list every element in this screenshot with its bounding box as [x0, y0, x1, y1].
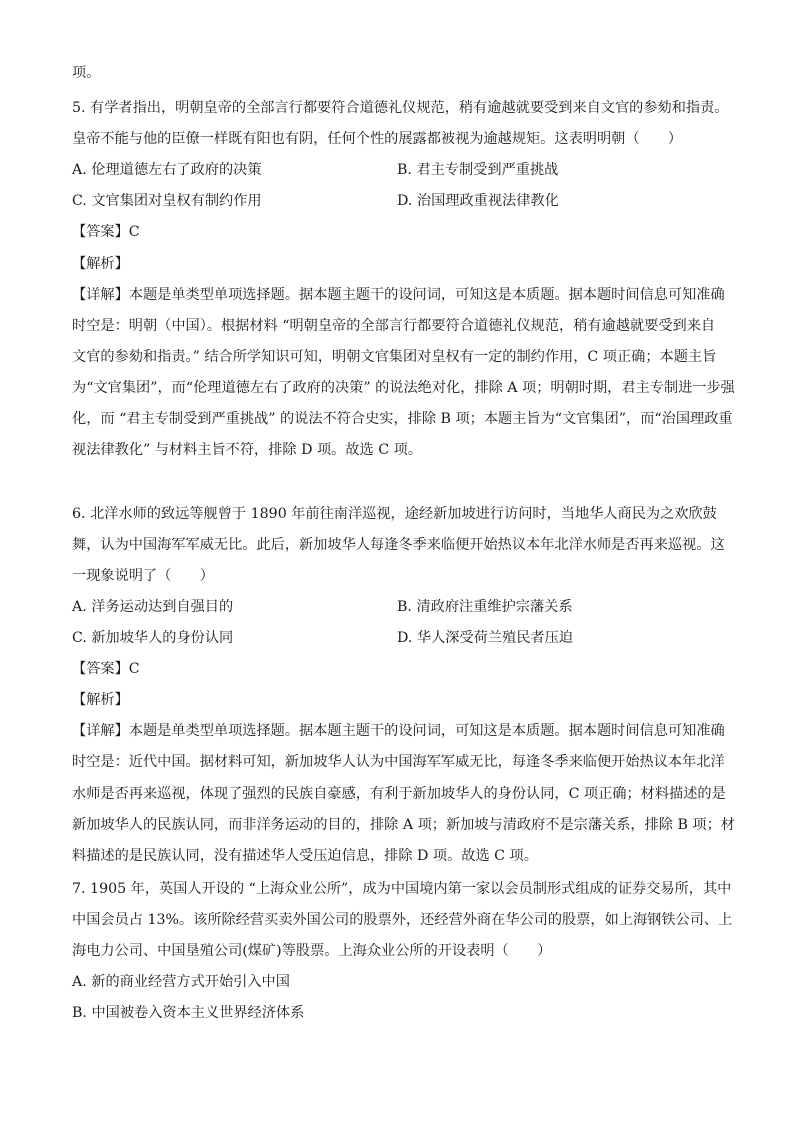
- q6-stem-line-2: 舞，认为中国海军军威无比。此后，新加坡华人每逢冬季来临便开始热议本年北洋水师是否再来巡视。这: [72, 537, 725, 553]
- q6-stem-line-3: 一现象说明了（ ）: [72, 568, 214, 584]
- q5-stem-line-1: 5. 有学者指出，明朝皇帝的全部言行都要符合道德礼仪规范，稍有逾越就要受到来自文官的参劾和指责。: [72, 100, 729, 116]
- q6-option-b: B. 清政府注重维护宗藩关系: [397, 599, 573, 615]
- q5-detail-line-6: 视法律教化” 与材料主旨不符，排除 D 项。故选 C 项。: [72, 442, 422, 458]
- q6-answer: 【答案】C: [72, 661, 140, 677]
- q5-option-c: C. 文官集团对皇权有制约作用: [72, 193, 262, 209]
- q7-option-b: B. 中国被卷入资本主义世界经济体系: [72, 1005, 305, 1021]
- q5-answer: 【答案】C: [72, 224, 140, 240]
- q7-stem-line-3: 海电力公司、中国垦殖公司(煤矿)等股票。上海众业公所的开设表明（ ）: [72, 943, 552, 959]
- q6-option-d: D. 华人深受荷兰殖民者压迫: [397, 630, 573, 646]
- q7-stem-line-1: 7. 1905 年，英国人开设的 “上海众业公所”，成为中国境内第一家以会员制形式组成的证券交易所，其中: [72, 881, 732, 897]
- q6-detail-line-5: 料描述的是民族认同，没有描述华人受压迫信息，排除 D 项。故选 C 项。: [72, 848, 538, 864]
- q5-detail-line-5: 化，而 “君主专制受到严重挑战” 的说法不符合史实，排除 B 项；本题主旨为“文官集团”，而“治国理政重: [72, 411, 733, 427]
- q6-stem-line-1: 6. 北洋水师的致远等舰曾于 1890 年前往南洋巡视，途经新加坡进行访问时，当地华人商民为之欢欣鼓: [72, 506, 717, 522]
- q5-detail-line-3: 文官的参劾和指责。” 结合所学知识可知，明朝文官集团对皇权有一定的制约作用，C 项正确；本题主旨: [72, 349, 717, 365]
- q7-stem-line-2: 中国会员占 13%。该所除经营买卖外国公司的股票外，还经营外商在华公司的股票，如上海钢铁公司、上: [72, 912, 733, 928]
- q5-detail-line-4: 为“文官集团”，而“伦理道德左右了政府的决策” 的说法绝对化，排除 A 项；明朝时期，君主专制进一步强: [72, 380, 735, 396]
- q5-option-a: A. 伦理道德左右了政府的决策: [72, 162, 262, 178]
- q6-option-c: C. 新加坡华人的身份认同: [72, 630, 234, 646]
- q5-option-b: B. 君主专制受到严重挑战: [397, 162, 559, 178]
- continuation-text: 项。: [72, 65, 101, 81]
- q6-detail-line-3: 水师是否再来巡视，体现了强烈的民族自豪感，有利于新加坡华人的身份认同，C 项正确；材料描述的是: [72, 786, 726, 802]
- q5-detail-line-2: 时空是：明朝（中国）。根据材料 “明朝皇帝的全部言行都要符合道德礼仪规范，稍有逾越就要受到来自: [72, 318, 716, 334]
- q5-detail-line-1: 【详解】本题是单类型单项选择题。据本题主题干的设问词，可知这是本质题。据本题时间信息可知准确: [72, 287, 725, 303]
- q7-option-a: A. 新的商业经营方式开始引入中国: [72, 974, 290, 990]
- q6-detail-line-1: 【详解】本题是单类型单项选择题。据本题主题干的设问词，可知这是本质题。据本题时间信息可知准确: [72, 723, 725, 739]
- q5-analysis-label: 【解析】: [72, 256, 129, 272]
- q6-analysis-label: 【解析】: [72, 692, 129, 708]
- q5-stem-line-2: 皇帝不能与他的臣僚一样既有阳也有阴，任何个性的展露都被视为逾越规矩。这表明明朝（ ）: [72, 131, 683, 147]
- q6-option-a: A. 洋务运动达到自强目的: [72, 599, 234, 615]
- q5-option-d: D. 治国理政重视法律教化: [397, 193, 559, 209]
- q6-detail-line-4: 新加坡华人的民族认同，而非洋务运动的目的，排除 A 项；新加坡与清政府不是宗藩关系，排除 B 项；材: [72, 817, 735, 833]
- q6-detail-line-2: 时空是：近代中国。据材料可知，新加坡华人认为中国海军军威无比，每逢冬季来临便开始热议本年北洋: [72, 754, 725, 770]
